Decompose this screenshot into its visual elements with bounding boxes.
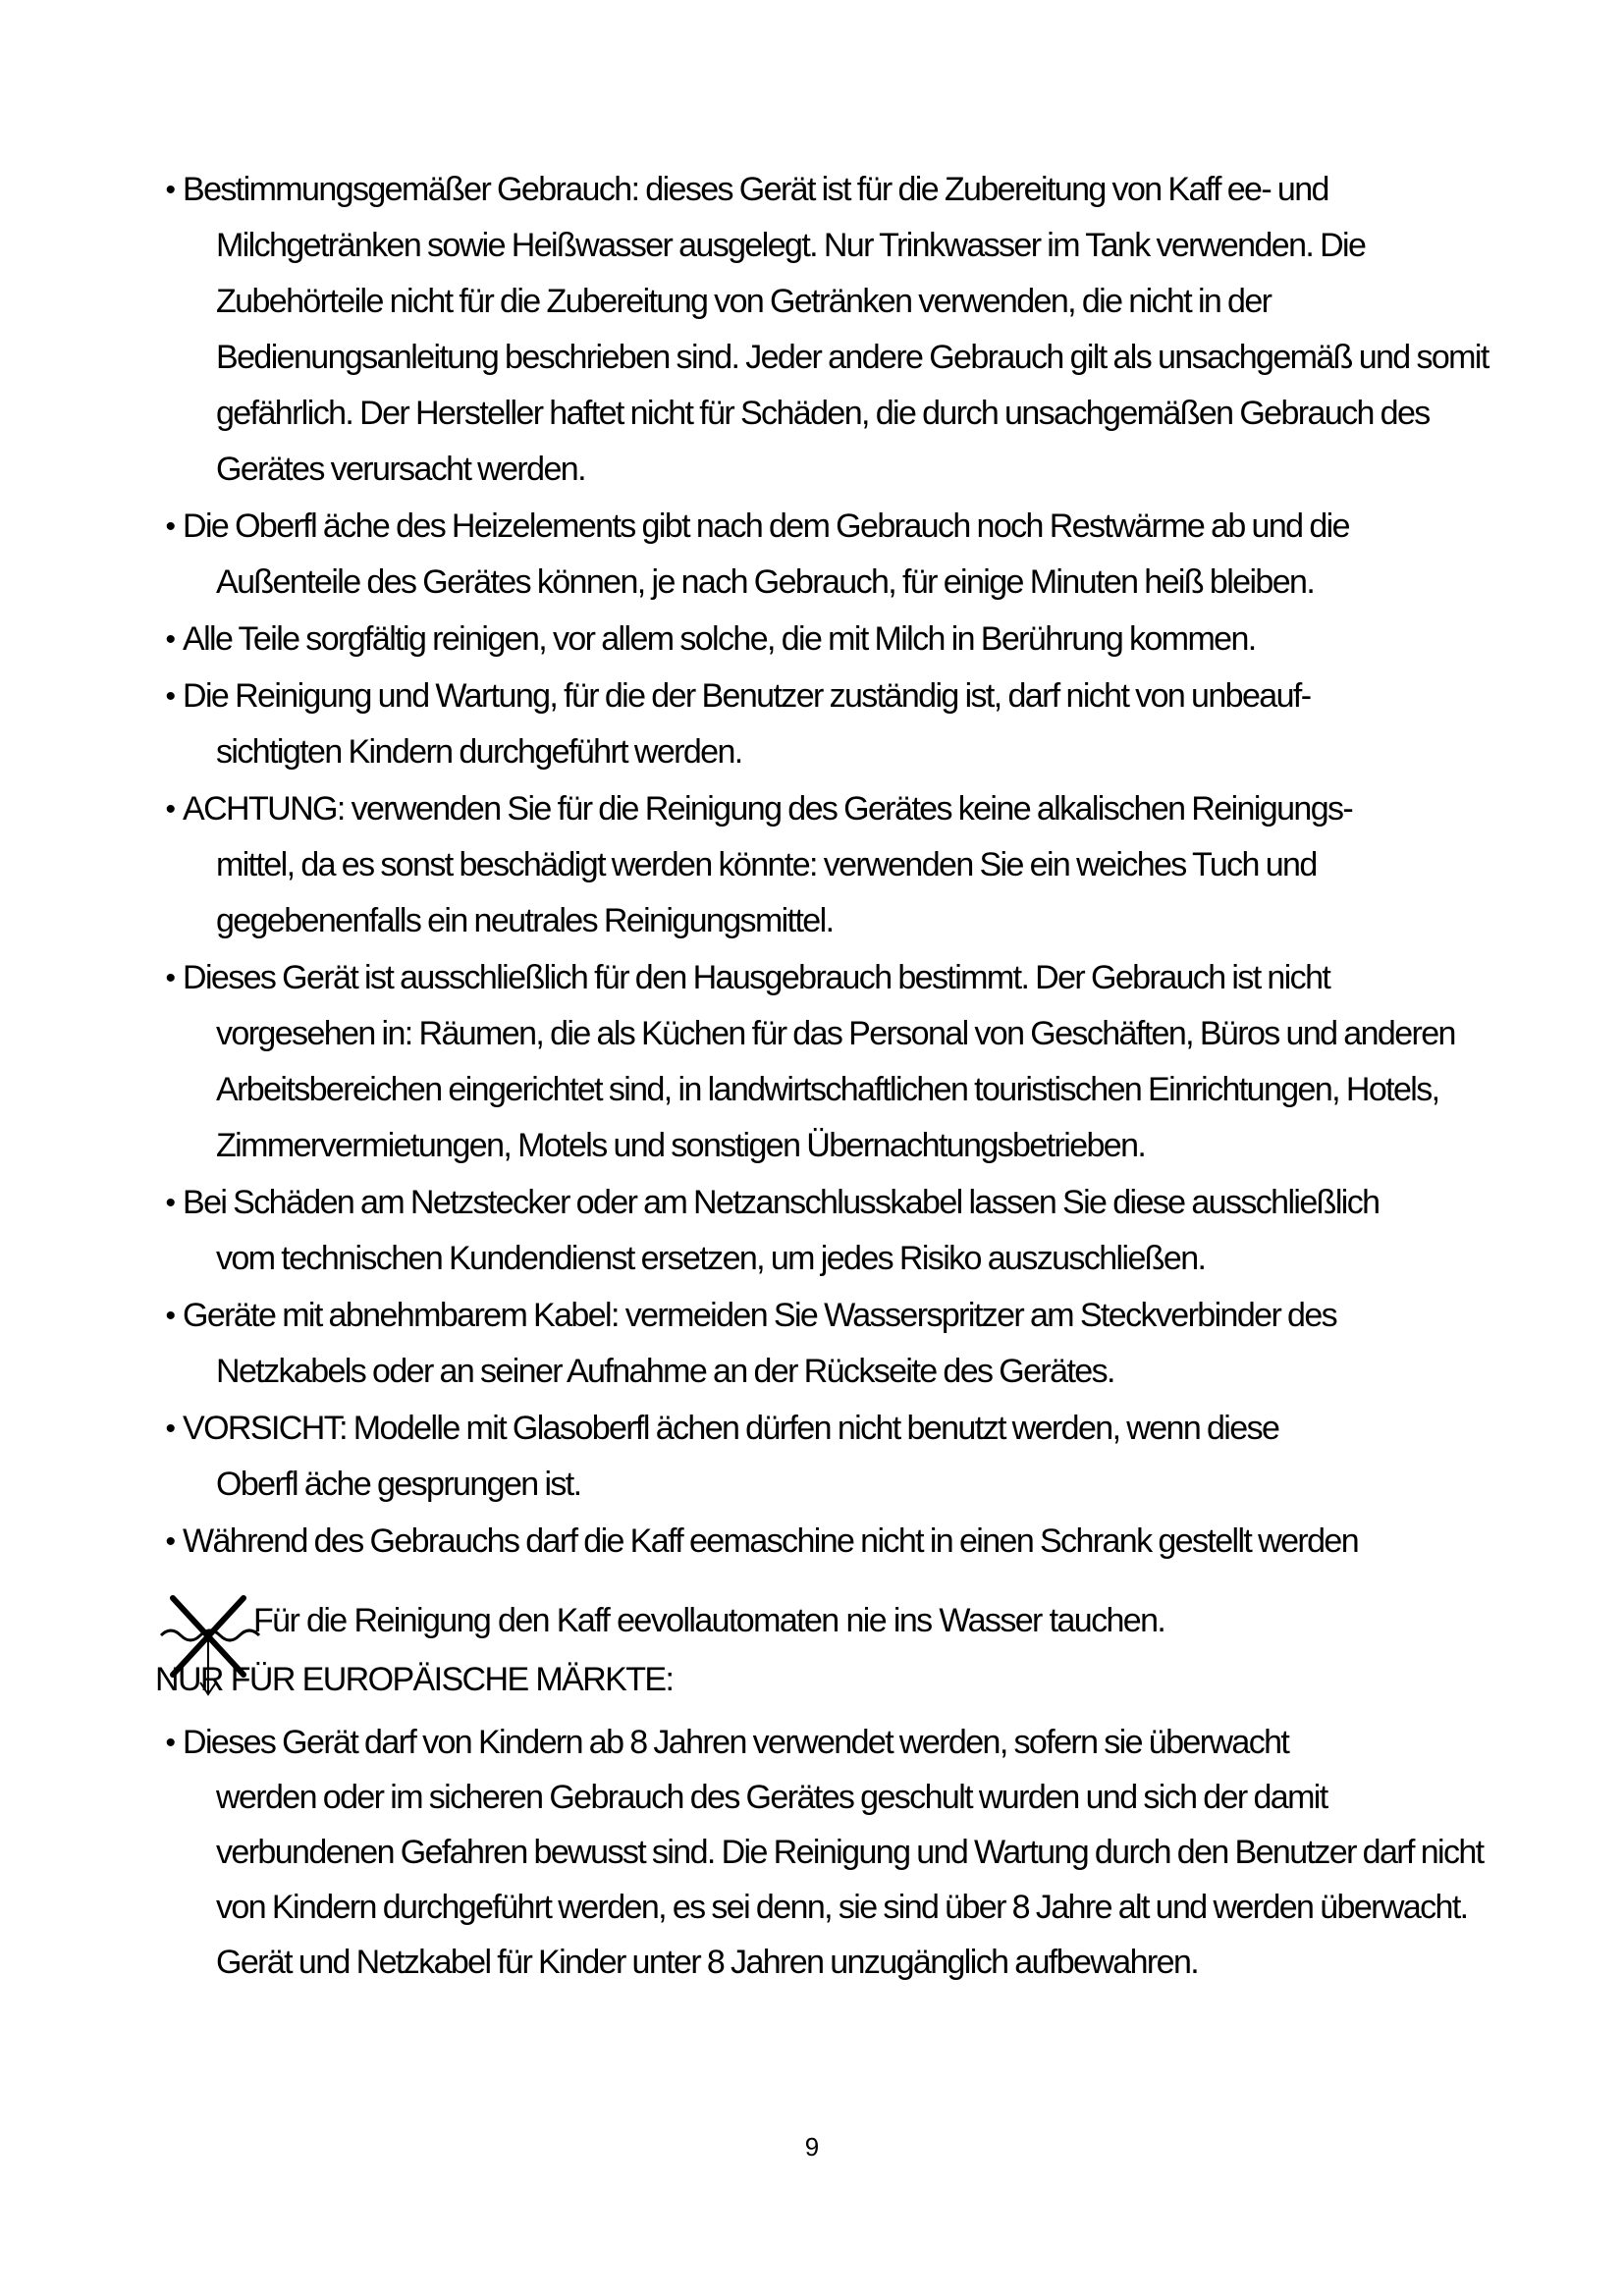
item-first-line: VORSICHT: Modelle mit Glasoberfl ächen dürfen nicht benutzt werden, wenn diese	[183, 1410, 1279, 1447]
immersion-warning-block	[155, 1592, 1490, 1698]
item-first-line: Alle Teile sorgfältig reinigen, vor allem solche, die mit Milch in Berührung kommen.	[183, 620, 1256, 658]
item-continuation: Milchgetränken sowie Heißwasser ausgelegt. Nur Trinkwasser im Tank verwenden. Die Zubehörteile nicht für die Zubereitung von Getränken verwenden, die nicht in der Bedienungsanleitung beschrieben sind. Jeder andere Gebrauch gilt als unsachgemäß und somit gefährlich. Der Hersteller haftet nicht für Schäden, die durch unsachgemäßen Gebrauch des Gerätes verursacht werden.	[216, 227, 1489, 488]
item-first-line: Dieses Gerät darf von Kindern ab 8 Jahren verwendet werden, sofern sie überwacht	[183, 1724, 1289, 1761]
item-continuation: vorgesehen in: Räumen, die als Küchen für das Personal von Geschäften, Büros und anderen Arbeitsbereichen eingerichtet sind, in landwirtschaftlichen touristischen Einrichtungen, Hotels, Zimmervermietungen, Motels und sonstigen Übernachtungsbetrieben.	[216, 1015, 1455, 1164]
item-continuation: Außenteile des Gerätes können, je nach Gebrauch, für einige Minuten heiß bleiben.	[216, 563, 1315, 601]
safety-bullet-list	[155, 162, 1490, 1570]
bullet-icon: •	[165, 1413, 175, 1445]
item-first-line: Während des Gebrauchs darf die Kaff eemaschine nicht in einen Schrank gestellt werden	[183, 1522, 1359, 1560]
item-continuation: werden oder im sicheren Gebrauch des Gerätes geschult wurden und sich der damit verbundenen Gefahren bewusst sind. Die Reinigung und Wartung durch den Benutzer darf nicht von Kindern durchgeführt werden, es sei denn, sie sind über 8 Jahre alt und werden überwacht. Gerät und Netzkabel für Kinder unter 8 Jahren unzugänglich aufbewahren.	[216, 1779, 1484, 1981]
item-continuation: Oberfl äche gesprungen ist.	[216, 1466, 581, 1503]
list-item	[155, 1175, 1490, 1287]
list-item	[155, 668, 1490, 780]
list-item	[155, 162, 1490, 498]
item-first-line: ACHTUNG: verwenden Sie für die Reinigung des Gerätes keine alkalischen Reinigungs-	[183, 790, 1353, 828]
item-continuation: sichtigten Kindern durchgeführt werden.	[216, 733, 742, 771]
list-item	[155, 1401, 1490, 1513]
bullet-icon: •	[165, 174, 175, 206]
item-continuation: Netzkabels oder an seiner Aufnahme an der Rückseite des Gerätes.	[216, 1353, 1114, 1390]
page-number: 9	[804, 2132, 820, 2162]
bullet-icon: •	[165, 1525, 175, 1558]
list-item	[155, 612, 1490, 667]
list-item	[155, 1288, 1490, 1400]
list-item	[155, 781, 1490, 949]
list-item	[155, 1514, 1490, 1570]
item-first-line: Die Reinigung und Wartung, für die der Benutzer zuständig ist, darf nicht von unbeauf-	[183, 677, 1311, 715]
item-continuation: mittel, da es sonst beschädigt werden könnte: verwenden Sie ein weiches Tuch und gegebenenfalls ein neutrales Reinigungsmittel.	[216, 846, 1317, 939]
item-continuation: vom technischen Kundendienst ersetzen, um jedes Risiko auszuschließen.	[216, 1240, 1206, 1277]
bullet-icon: •	[165, 962, 175, 994]
bullet-icon: •	[165, 1300, 175, 1332]
bullet-icon: •	[165, 623, 175, 656]
section-heading: NUR FÜR EUROPÄISCHE MÄRKTE:	[155, 1661, 674, 1698]
item-first-line: Dieses Gerät ist ausschließlich für den Hausgebrauch bestimmt. Der Gebrauch ist nicht	[183, 959, 1330, 996]
item-first-line: Die Oberfl äche des Heizelements gibt nach dem Gebrauch noch Restwärme ab und die	[183, 507, 1349, 545]
item-first-line: Geräte mit abnehmbarem Kabel: vermeiden Sie Wasserspritzer am Steckverbinder des	[183, 1297, 1337, 1334]
item-first-line: Bestimmungsgemäßer Gebrauch: dieses Gerät ist für die Zubereitung von Kaff ee- und	[183, 171, 1328, 208]
list-item	[155, 499, 1490, 611]
bullet-icon: •	[165, 793, 175, 826]
immersion-warning-line	[155, 1592, 1490, 1698]
bullet-icon: •	[165, 510, 175, 543]
list-item	[155, 950, 1490, 1174]
item-first-line: Bei Schäden am Netzstecker oder am Netzanschlusskabel lassen Sie diese ausschließlich	[183, 1184, 1380, 1221]
bullet-icon: •	[165, 680, 175, 713]
europe-bullet-list	[155, 1715, 1490, 1990]
list-item	[155, 1715, 1490, 1990]
immersion-warning-text: Für die Reinigung den Kaff eevollautomaten nie ins Wasser tauchen.	[253, 1602, 1165, 1639]
bullet-icon: •	[165, 1727, 175, 1759]
bullet-icon: •	[165, 1187, 175, 1219]
